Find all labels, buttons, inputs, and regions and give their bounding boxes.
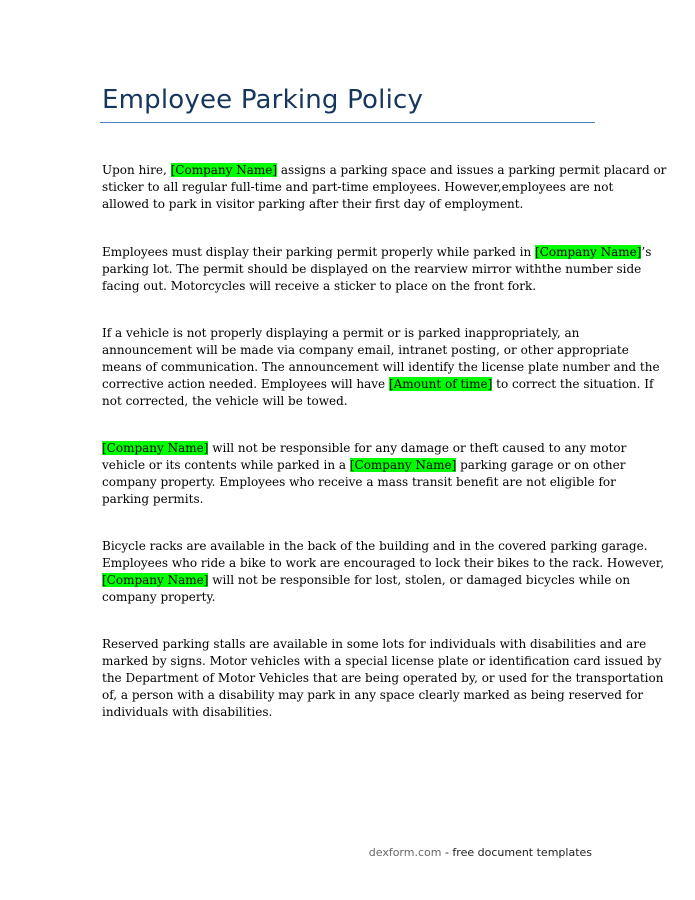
- body-text: Employees must display their parking permit properly while parked in: [102, 245, 536, 259]
- body-text: the Department of Motor Vehicles that are being operated by, or used for the transportation: [102, 671, 664, 685]
- placeholder-field: [Company Name]: [535, 245, 642, 259]
- paragraph-line: [102, 491, 596, 508]
- paragraph-line: [102, 244, 652, 261]
- body-text: assigns a parking space and issues a parking permit placard or: [277, 163, 667, 177]
- body-text: means of communication. The announcement will identify the license plate number and the: [102, 360, 660, 374]
- paragraph-line: [102, 589, 596, 606]
- body-text: will not be responsible for any damage or theft caused to any motor: [208, 441, 627, 455]
- body-text: to correct the situation. If: [492, 377, 654, 391]
- paragraph-line: [102, 393, 596, 410]
- paragraph-line: [102, 457, 626, 474]
- paragraph-improper-parking: [102, 325, 660, 410]
- body-text: Reserved parking stalls are available in some lots for individuals with disabilities and are: [102, 637, 647, 651]
- footer-brand-link[interactable]: dexform.com: [368, 846, 442, 859]
- body-text: vehicle or its contents while parked in a: [102, 458, 350, 472]
- body-text: allowed to park in visitor parking after their first day of employment.: [102, 197, 524, 211]
- placeholder-field: [Company Name]: [349, 458, 457, 472]
- paragraph-line: [102, 474, 616, 491]
- paragraph-line: [102, 704, 596, 721]
- paragraph-line: [102, 359, 660, 376]
- placeholder-field: [Company Name]: [102, 573, 209, 587]
- footer: [369, 846, 592, 859]
- title-divider: [100, 122, 595, 123]
- paragraph-liability: [102, 440, 627, 508]
- paragraph-line: [102, 572, 631, 589]
- body-text: of, a person with a disability may park in any space clearly marked as being reserved for: [102, 688, 644, 702]
- paragraph-reserved-stalls: [102, 636, 664, 721]
- paragraph-line: [102, 376, 654, 393]
- body-text: If a vehicle is not properly displaying a permit or is parked inappropriately, an: [102, 326, 580, 340]
- body-text: corrective action needed. Employees will have: [102, 377, 389, 391]
- paragraph-line: [102, 325, 596, 342]
- body-text: announcement will be made via company email, intranet posting, or other appropriate: [102, 343, 629, 357]
- paragraph-line: [102, 538, 648, 555]
- body-text: not corrected, the vehicle will be towed.: [102, 394, 348, 408]
- body-text: sticker to all regular full-time and part-time employees. However,employees are not: [102, 180, 614, 194]
- body-text: parking garage or on other: [456, 458, 626, 472]
- placeholder-field: [Amount of time]: [388, 377, 493, 391]
- paragraph-display-permit: [102, 244, 652, 295]
- body-text: ’s: [641, 245, 652, 259]
- footer-tagline: - free document templates: [441, 846, 592, 859]
- paragraph-line: [102, 636, 647, 653]
- body-text: parking permits.: [102, 492, 204, 506]
- body-text: Employees who ride a bike to work are encouraged to lock their bikes to the rack. However,: [102, 556, 665, 570]
- body-text: company property.: [102, 590, 216, 604]
- body-text: Bicycle racks are available in the back of the building and in the covered parking garage.: [102, 539, 648, 553]
- paragraph-hire: [102, 162, 667, 213]
- body-text: individuals with disabilities.: [102, 705, 273, 719]
- paragraph-line: [102, 555, 665, 572]
- placeholder-field: [Company Name]: [102, 441, 209, 455]
- paragraph-line: [102, 687, 644, 704]
- body-text: marked by signs. Motor vehicles with a special license plate or identification card issued by: [102, 654, 662, 668]
- paragraph-line: [102, 670, 664, 687]
- paragraph-bicycles: [102, 538, 665, 606]
- body-text: will not be responsible for lost, stolen, or damaged bicycles while on: [208, 573, 631, 587]
- paragraph-line: [102, 653, 662, 670]
- paragraph-line: [102, 440, 627, 457]
- paragraph-line: [102, 179, 614, 196]
- paragraph-line: [102, 342, 629, 359]
- body-text: facing out. Motorcycles will receive a sticker to place on the front fork.: [102, 279, 537, 293]
- body-text: company property. Employees who receive a mass transit benefit are not eligible for: [102, 475, 616, 489]
- paragraph-line: [102, 162, 667, 179]
- paragraph-line: [102, 278, 596, 295]
- paragraph-line: [102, 196, 596, 213]
- body-text: Upon hire,: [102, 163, 171, 177]
- placeholder-field: [Company Name]: [170, 163, 278, 177]
- page-title: Employee Parking Policy: [102, 85, 424, 115]
- paragraph-line: [102, 261, 642, 278]
- body-text: parking lot. The permit should be displayed on the rearview mirror withthe number side: [102, 262, 642, 276]
